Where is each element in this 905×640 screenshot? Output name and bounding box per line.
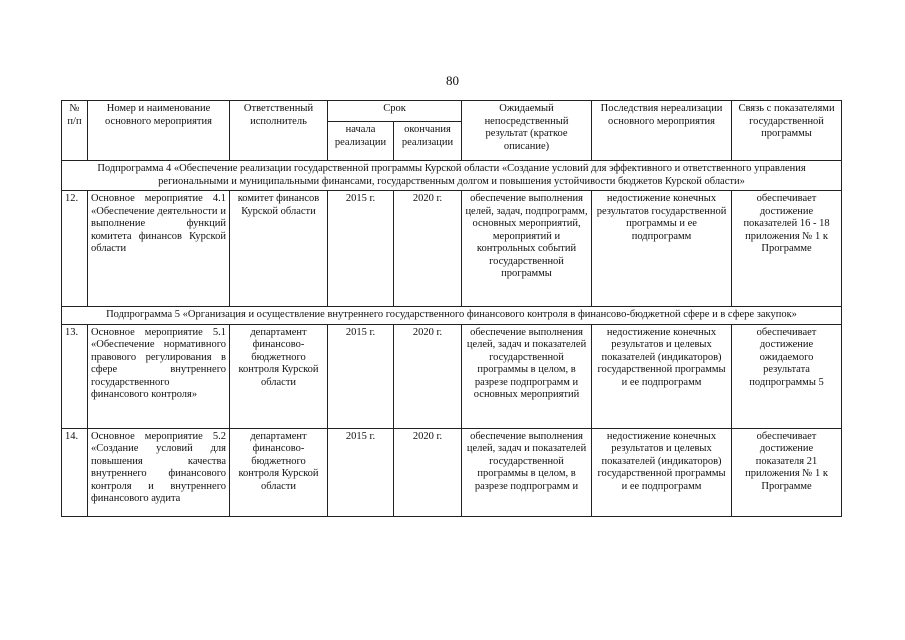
row-name: Основное мероприятие 5.1 «Обеспечение нормативного правового регулирования в сфере внутреннего государственного финансового контроля» — [88, 324, 230, 428]
row-link: обеспечивает достижение ожидаемого результата подпрограммы 5 — [732, 324, 842, 428]
row-consequences: недостижение конечных результатов и целевых показателей (индикаторов) государственной программы и ее подпрограмм — [592, 324, 732, 428]
row-num: 13. — [62, 324, 88, 428]
row-link: обеспечивает достижение показателей 16 - 18 приложения № 1 к Программе — [732, 191, 842, 307]
header-term: Срок — [328, 101, 462, 122]
row-end: 2020 г. — [394, 324, 462, 428]
page-number: 80 — [446, 73, 459, 88]
header-responsible: Ответственный исполнитель — [230, 101, 328, 161]
table-row — [62, 324, 842, 428]
header-start: начала реализации — [328, 122, 394, 161]
row-consequences: недостижение конечных результатов государственной программы и ее подпрограмм — [592, 191, 732, 307]
header-end: окончания реализации — [394, 122, 462, 161]
row-start: 2015 г. — [328, 191, 394, 307]
header-num: № п/п — [62, 101, 88, 161]
row-end: 2020 г. — [394, 428, 462, 516]
row-result: обеспечение выполнения целей, задач, подпрограмм, основных мероприятий, мероприятий и контрольных событий государственной программы — [462, 191, 592, 307]
table-row — [62, 191, 842, 307]
measures-table — [61, 100, 842, 517]
table-row — [62, 428, 842, 516]
row-result: обеспечение выполнения целей, задач и показателей государственной программы в целом, в разрезе подпрограмм и основных мероприятий — [462, 324, 592, 428]
row-consequences: недостижение конечных результатов и целевых показателей (индикаторов) государственной программы и ее подпрограмм — [592, 428, 732, 516]
subprogram-row — [62, 307, 842, 325]
row-responsible: департамент финансово-бюджетного контроля Курской области — [230, 324, 328, 428]
row-end: 2020 г. — [394, 191, 462, 307]
subprogram-row — [62, 161, 842, 191]
row-result: обеспечение выполнения целей, задач и показателей государственной программы в целом, в разрезе подпрограмм и — [462, 428, 592, 516]
row-num: 12. — [62, 191, 88, 307]
row-responsible: комитет финансов Курской области — [230, 191, 328, 307]
header-name: Номер и наименование основного мероприятия — [88, 101, 230, 161]
row-num: 14. — [62, 428, 88, 516]
row-name: Основное мероприятие 4.1 «Обеспечение деятельности и выполнение функций комитета финансов Курской области — [88, 191, 230, 307]
row-name: Основное мероприятие 5.2 «Создание условий для повышения качества внутреннего финансового контроля и внутреннего финансового аудита — [88, 428, 230, 516]
subprogram-4-title: Подпрограмма 4 «Обеспечение реализации государственной программы Курской области «Создание условий для эффективного и ответственного управления региональными и муниципальными финансами, государственным долгом и повышения устойчивости бюджетов Курской области» — [62, 161, 842, 191]
row-responsible: департамент финансово-бюджетного контроля Курской области — [230, 428, 328, 516]
row-start: 2015 г. — [328, 324, 394, 428]
subprogram-5-title: Подпрограмма 5 «Организация и осуществление внутреннего государственного финансового контроля в финансово-бюджетной сфере и в сфере закупок» — [62, 307, 842, 325]
header-consequences: Последствия нереализации основного мероприятия — [592, 101, 732, 161]
header-row — [62, 101, 842, 122]
row-link: обеспечивает достижение показателя 21 приложения № 1 к Программе — [732, 428, 842, 516]
header-result: Ожидаемый непосредственный результат (краткое описание) — [462, 101, 592, 161]
row-start: 2015 г. — [328, 428, 394, 516]
header-link: Связь с показателями государственной программы — [732, 101, 842, 161]
